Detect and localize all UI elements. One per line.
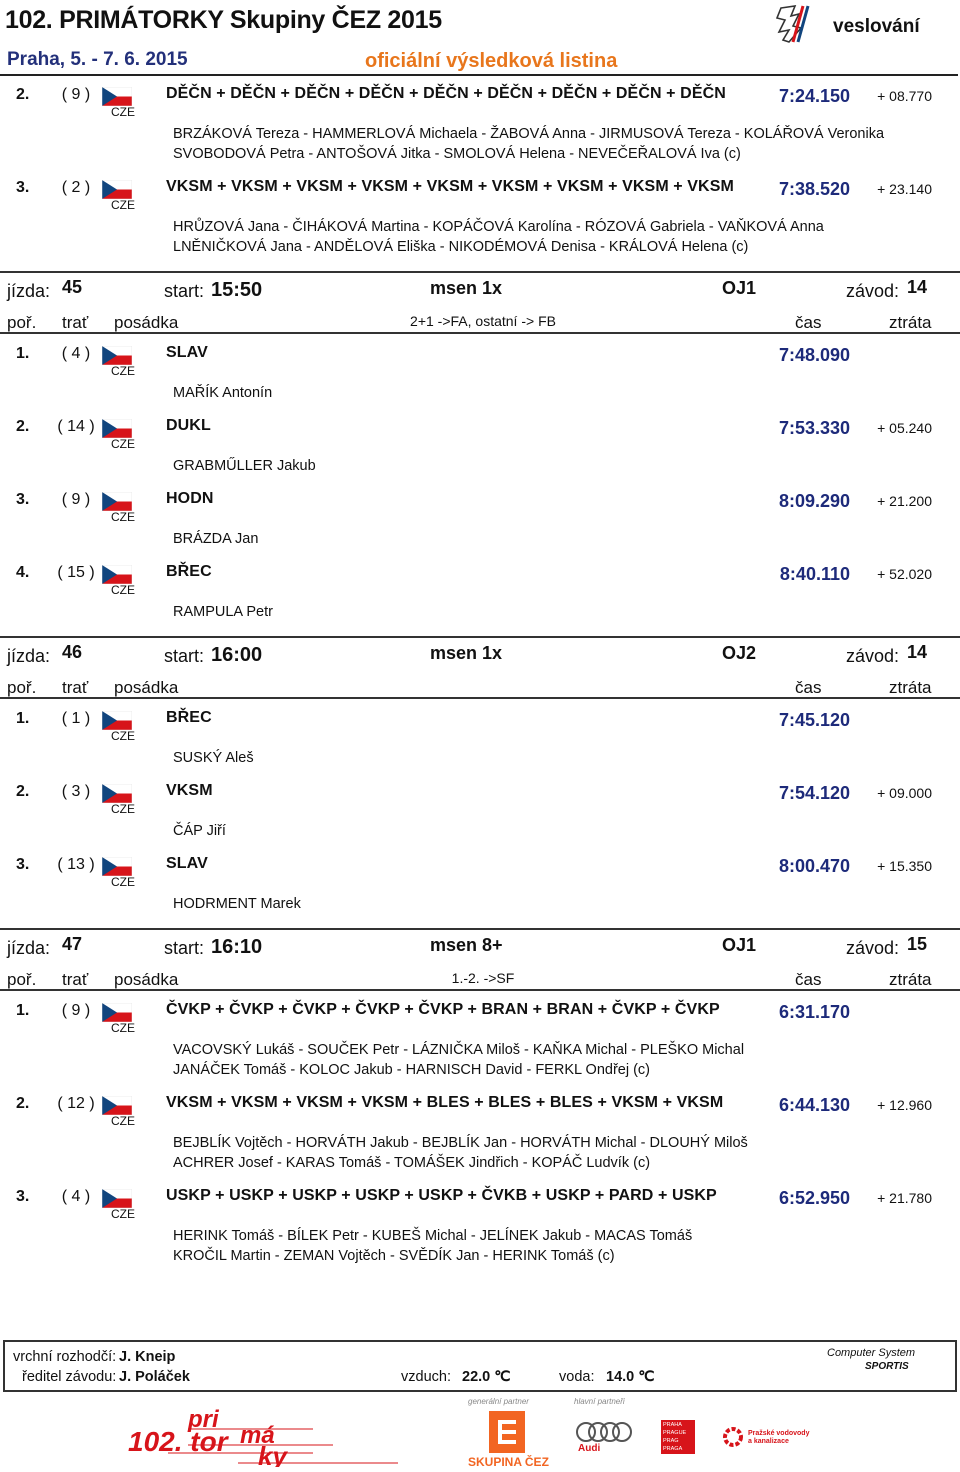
position: 4. [16, 564, 30, 581]
lane: ( 9 ) [61, 86, 91, 103]
result-row [0, 178, 960, 271]
club: USKP + USKP + USKP + USKP + USKP + ČVKB + USKP + PARD + USKP [166, 1187, 717, 1204]
time-behind: + 21.780 [877, 1190, 932, 1206]
crew-names: JANÁČEK Tomáš - KOLOC Jakub - HARNISCH David - FERKL Ondřej (c) [173, 1062, 651, 1078]
result-row [0, 417, 960, 490]
finish-time: 6:31.170 [778, 1002, 850, 1022]
water-temp: 14.0 ℃ [606, 1369, 655, 1385]
svg-text:102. tor: 102. tor [128, 1426, 228, 1457]
col-crew: posádka [114, 313, 179, 332]
start-time: 15:50 [211, 279, 263, 301]
country-code: CZE [111, 1114, 135, 1128]
svg-text:má: má [240, 1422, 275, 1449]
results-list [0, 85, 960, 1280]
finish-time: 8:09.290 [778, 491, 850, 511]
lane: ( 4 ) [61, 1188, 91, 1205]
audi-logo-icon [575, 1421, 633, 1443]
crew-names: MAŘÍK Antonín [173, 385, 273, 401]
crew-names: ČÁP Jiří [173, 823, 226, 839]
cez-logo-icon [489, 1411, 525, 1453]
air-temp-label: vzduch: [401, 1369, 451, 1385]
czech-flag-icon [102, 346, 132, 365]
lane: ( 14 ) [57, 418, 95, 435]
event-logo [128, 1405, 398, 1467]
progression-note: 1.-2. ->SF [451, 970, 515, 986]
race-label: závod: [846, 646, 900, 666]
col-time: čas [795, 678, 822, 697]
club: HODN [166, 490, 214, 507]
club: DUKL [166, 417, 211, 434]
club: DĚČN + DĚČN + DĚČN + DĚČN + DĚČN + DĚČN + DĚČN + DĚČN + DĚČN [166, 85, 726, 102]
crew-names: BEJBLÍK Vojtěch - HORVÁTH Jakub - BEJBLÍK Jan - HORVÁTH Michal - DLOUHÝ Miloš [173, 1135, 748, 1151]
result-row [0, 1187, 960, 1280]
document-title: 102. PRIMÁTORKY Skupiny ČEZ 2015 [5, 6, 442, 34]
finish-time: 7:24.150 [778, 86, 850, 106]
category: OJ1 [722, 278, 757, 298]
position: 2. [16, 86, 30, 103]
heat-number: 47 [62, 934, 83, 954]
air-temp: 22.0 ℃ [462, 1369, 511, 1385]
rowing-federation-logo-icon [773, 4, 813, 44]
lane: ( 2 ) [61, 179, 91, 196]
lane: ( 15 ) [57, 564, 95, 581]
crew-names: ACHRER Josef - KARAS Tomáš - TOMÁŠEK Jindřich - KOPÁČ Ludvík (c) [173, 1155, 651, 1171]
crew-names: HERINK Tomáš - BÍLEK Petr - KUBEŠ Michal - JELÍNEK Jakub - MACAS Tomáš [173, 1228, 693, 1244]
lane: ( 13 ) [57, 856, 95, 873]
country-code: CZE [111, 437, 135, 451]
finish-time: 7:54.120 [778, 783, 850, 803]
director-name: J. Poláček [119, 1369, 190, 1385]
pvk-logo-icon [722, 1426, 744, 1448]
computer-system-label: Computer System [827, 1347, 916, 1359]
result-row [0, 1001, 960, 1094]
club: ČVKP + ČVKP + ČVKP + ČVKP + ČVKP + BRAN + BRAN + ČVKP + ČVKP [166, 1001, 720, 1018]
finish-time: 7:45.120 [778, 710, 850, 730]
crew-names: HRŮZOVÁ Jana - ČIHÁKOVÁ Martina - KOPÁČOVÁ Karolína - RÓZOVÁ Gabriela - VAŇKOVÁ Anna [173, 219, 824, 235]
heat-header [0, 636, 960, 699]
finish-time: 8:00.470 [778, 856, 850, 876]
crew-names: BRÁZDA Jan [173, 531, 259, 547]
race-number: 14 [907, 642, 928, 662]
position: 3. [16, 179, 30, 196]
lane: ( 1 ) [61, 710, 91, 727]
czech-flag-icon [102, 87, 132, 106]
water-temp-label: voda: [559, 1369, 595, 1385]
boat-class: msen 8+ [430, 935, 503, 955]
crew-names: HODRMENT Marek [173, 896, 301, 912]
heat-header [0, 928, 960, 991]
czech-flag-icon [102, 1189, 132, 1208]
position: 2. [16, 418, 30, 435]
crew-names: VACOVSKÝ Lukáš - SOUČEK Petr - LÁZNIČKA Miloš - KAŇKA Michal - PLEŠKO Michal [173, 1042, 745, 1058]
time-behind: + 05.240 [877, 420, 932, 436]
club: SLAV [166, 855, 208, 872]
start-label: start: [164, 646, 205, 666]
venue-date: Praha, 5. - 7. 6. 2015 [7, 49, 188, 70]
start-label: start: [164, 938, 205, 958]
club: VKSM [166, 782, 213, 799]
heat-label: jízda: [7, 646, 51, 666]
club: VKSM + VKSM + VKSM + VKSM + VKSM + VKSM + VKSM + VKSM + VKSM [166, 178, 734, 195]
club: BŘEC [166, 563, 212, 580]
time-behind: + 08.770 [877, 88, 932, 104]
position: 3. [16, 1188, 30, 1205]
heat-header [0, 271, 960, 334]
col-lane: trať [62, 970, 89, 989]
main-partners-label: hlavní partneři [574, 1397, 625, 1406]
col-pos: poř. [7, 313, 37, 332]
col-pos: poř. [7, 970, 37, 989]
start-time: 16:00 [211, 644, 263, 666]
race-number: 15 [907, 934, 928, 954]
finish-time: 7:38.520 [778, 179, 850, 199]
time-behind: + 09.000 [877, 785, 932, 801]
finish-time: 8:40.110 [779, 564, 850, 584]
club: SLAV [166, 344, 208, 361]
czech-flag-icon [102, 857, 132, 876]
time-behind: + 15.350 [877, 858, 932, 874]
svg-text:ky: ky [258, 1441, 287, 1467]
country-code: CZE [111, 1021, 135, 1035]
result-row [0, 563, 960, 636]
heat-number: 45 [62, 277, 83, 297]
country-code: CZE [111, 875, 135, 889]
position: 1. [16, 710, 30, 727]
position: 3. [16, 491, 30, 508]
time-behind: + 21.200 [877, 493, 932, 509]
col-lane: trať [62, 678, 89, 697]
czech-flag-icon [102, 565, 132, 584]
finish-time: 7:53.330 [778, 418, 850, 438]
sportis-logo: SPORTIS [865, 1361, 909, 1372]
col-pos: poř. [7, 678, 37, 697]
col-loss: ztráta [889, 678, 932, 697]
crew-names: LNĚNIČKOVÁ Jana - ANDĚLOVÁ Eliška - NIKODÉMOVÁ Denisa - KRÁLOVÁ Helena (c) [173, 239, 749, 255]
footer-box [3, 1340, 957, 1392]
cez-name: SKUPINA ČEZ [468, 1455, 549, 1469]
country-code: CZE [111, 105, 135, 119]
primatorky-logo-icon [128, 1405, 398, 1467]
crew-names: KROČIL Martin - ZEMAN Vojtěch - SVĚDÍK Jan - HERINK Tomáš (c) [173, 1248, 615, 1264]
progression-note: 2+1 ->FA, ostatní -> FB [410, 313, 556, 329]
finish-time: 6:52.950 [778, 1188, 850, 1208]
document-subtitle: oficiální výsledková listina [365, 50, 618, 72]
czech-flag-icon [102, 711, 132, 730]
czech-flag-icon [102, 180, 132, 199]
time-behind: + 12.960 [877, 1097, 932, 1113]
race-label: závod: [846, 281, 900, 301]
col-loss: ztráta [889, 313, 932, 332]
heat-number: 46 [62, 642, 83, 662]
time-behind: + 23.140 [877, 181, 932, 197]
start-label: start: [164, 281, 205, 301]
race-number: 14 [907, 277, 928, 297]
crew-names: RAMPULA Petr [173, 604, 273, 620]
sport-label: veslování [833, 16, 920, 37]
heat-label: jízda: [7, 281, 51, 301]
crew-names: SVOBODOVÁ Petra - ANTOŠOVÁ Jitka - SMOLOVÁ Helena - NEVEČEŘALOVÁ Iva (c) [173, 146, 741, 162]
club: VKSM + VKSM + VKSM + VKSM + BLES + BLES + BLES + VKSM + VKSM [166, 1094, 724, 1111]
czech-flag-icon [102, 419, 132, 438]
pvk-name: Pražské vodovody a kanalizace [748, 1430, 810, 1445]
country-code: CZE [111, 802, 135, 816]
czech-flag-icon [102, 492, 132, 511]
country-code: CZE [111, 364, 135, 378]
lane: ( 9 ) [61, 1002, 91, 1019]
boat-class: msen 1x [430, 643, 503, 663]
heat-label: jízda: [7, 938, 51, 958]
referee-label: vrchní rozhodčí: [13, 1349, 117, 1365]
position: 1. [16, 345, 30, 362]
position: 1. [16, 1002, 30, 1019]
czech-flag-icon [102, 1003, 132, 1022]
result-row [0, 782, 960, 855]
country-code: CZE [111, 510, 135, 524]
race-label: závod: [846, 938, 900, 958]
country-code: CZE [111, 583, 135, 597]
praha-logo: PRAHA PRAGUE PRAG PRAGA [661, 1420, 695, 1454]
category: OJ1 [722, 935, 757, 955]
col-lane: trať [62, 313, 89, 332]
position: 3. [16, 856, 30, 873]
referee-name: J. Kneip [119, 1349, 176, 1365]
start-time: 16:10 [211, 936, 263, 958]
director-label: ředitel závodu: [22, 1369, 117, 1385]
lane: ( 12 ) [57, 1095, 95, 1112]
result-row [0, 490, 960, 563]
finish-time: 7:48.090 [778, 345, 850, 365]
position: 2. [16, 1095, 30, 1112]
col-loss: ztráta [889, 970, 932, 989]
country-code: CZE [111, 198, 135, 212]
col-time: čas [795, 313, 822, 332]
svg-text:pri: pri [188, 1406, 219, 1433]
general-partner-label: generální partner [468, 1397, 529, 1406]
country-code: CZE [111, 1207, 135, 1221]
category: OJ2 [722, 643, 757, 663]
time-behind: + 52.020 [877, 566, 932, 582]
crew-names: GRABMŰLLER Jakub [173, 458, 316, 474]
col-crew: posádka [114, 678, 179, 697]
boat-class: msen 1x [430, 278, 503, 298]
header-divider [0, 74, 958, 76]
result-row [0, 855, 960, 928]
col-crew: posádka [114, 970, 179, 989]
position: 2. [16, 783, 30, 800]
result-row [0, 344, 960, 417]
lane: ( 4 ) [61, 345, 91, 362]
club: BŘEC [166, 709, 212, 726]
country-code: CZE [111, 729, 135, 743]
result-row [0, 1094, 960, 1187]
lane: ( 9 ) [61, 491, 91, 508]
crew-names: BRZÁKOVÁ Tereza - HAMMERLOVÁ Michaela - ŽABOVÁ Anna - JIRMUSOVÁ Tereza - KOLÁŘOVÁ Veronika [173, 126, 885, 142]
czech-flag-icon [102, 784, 132, 803]
col-time: čas [795, 970, 822, 989]
lane: ( 3 ) [61, 783, 91, 800]
finish-time: 6:44.130 [778, 1095, 850, 1115]
result-row [0, 709, 960, 782]
czech-flag-icon [102, 1096, 132, 1115]
crew-names: SUSKÝ Aleš [173, 750, 254, 766]
result-row [0, 85, 960, 178]
audi-name: Audi [578, 1443, 601, 1454]
